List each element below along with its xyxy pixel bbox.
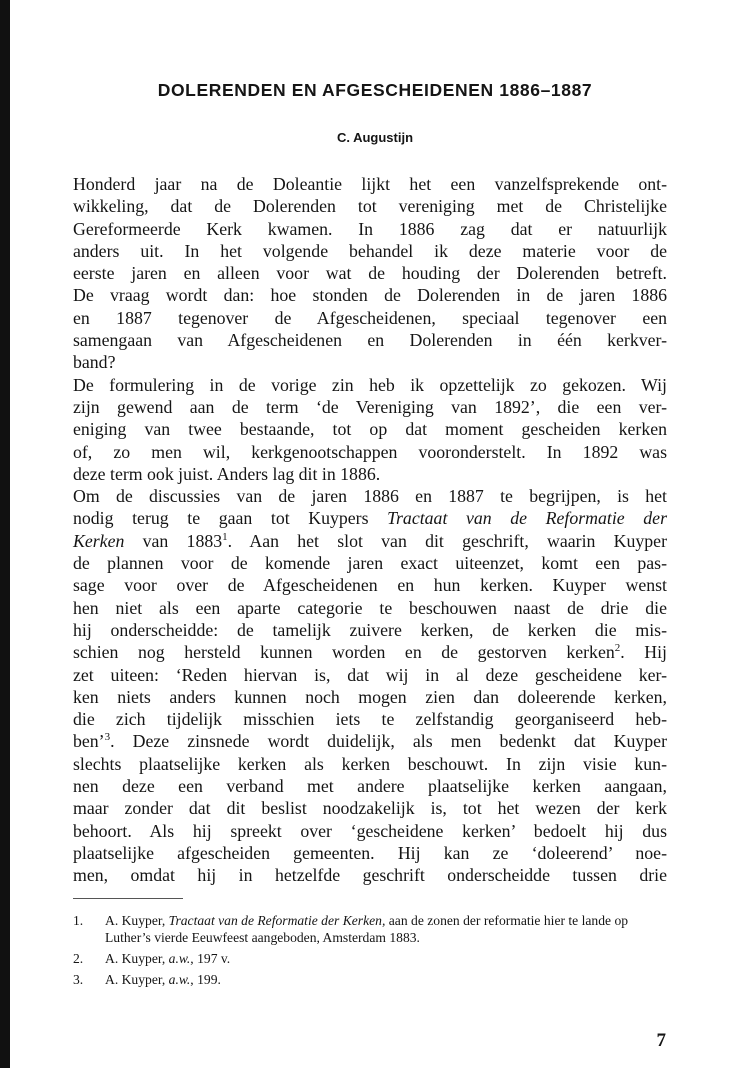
text-line: Honderd jaar na de Doleantie lijkt het een vanzelfsprekende ont-	[73, 174, 667, 194]
footnote-2	[73, 950, 667, 967]
footnote-rest: aan de zonen der reformatie hier te lande op Luther’s vierde Eeuwfeest aangeboden, Amsterdam 1883.	[105, 913, 629, 945]
text-line: hij onderscheidde: de tamelijk zuivere kerken, de kerken die mis-	[73, 619, 667, 640]
footnote-divider	[73, 898, 183, 899]
footnote-rest: , 197 v.	[190, 951, 231, 966]
text-line: plaatselijke afgescheiden gemeenten. Hij kan ze ‘doleerend’ noe-	[73, 842, 667, 863]
text-line: anders uit. In het volgende behandel ik deze materie voor de	[73, 240, 667, 261]
footnote-ref-3[interactable]: 3	[104, 731, 111, 744]
text-line: en 1887 tegenover de Afgescheidenen, speciaal tegenover een	[73, 307, 667, 328]
footnote-3	[73, 971, 667, 988]
text-line: wikkeling, dat de Dolerenden tot vereniging met de Christelijke	[73, 196, 667, 217]
text-line: de plannen voor de komende jaren exact uiteenzet, komt een pas-	[73, 553, 667, 574]
paragraph-2	[73, 374, 667, 485]
text-line: men, omdat hij in hetzelfde geschrift onderscheidde tussen drie	[73, 865, 667, 886]
text-line	[73, 641, 667, 663]
text-segment: schien nog hersteld kunnen worden en de gestorven kerken	[73, 642, 615, 663]
book-title-italic: Tractaat van de Reformatie der	[387, 508, 667, 529]
text-line	[73, 507, 667, 529]
footnotes	[73, 912, 667, 992]
footnote-text	[105, 971, 667, 988]
article-body	[73, 173, 667, 887]
paragraph-3	[73, 485, 667, 886]
footnote-title-italic: Tractaat van de Reformatie der Kerken,	[168, 913, 386, 928]
footnote-ref-2[interactable]: 2	[614, 642, 621, 655]
text-line: zet uiteen: ‘Reden hiervan is, dat wij in al deze gescheidene ker-	[73, 664, 667, 685]
author-name: C. Augustijn	[336, 130, 414, 145]
footnote-number: 1.	[73, 913, 84, 928]
text-line: Gereformeerde Kerk kwamen. In 1886 zag dat er natuurlijk	[73, 218, 667, 239]
text-line: ken niets anders kunnen noch mogen zien dan doleerende kerken,	[73, 686, 667, 707]
footnote-rest: , 199.	[190, 972, 221, 987]
footnote-ref-1[interactable]: 1	[222, 530, 228, 543]
text-line: sage voor over de Afgescheidenen en hun kerken. Kuyper wenst	[73, 575, 667, 596]
footnote-number: 2.	[73, 951, 84, 966]
footnote-author: A. Kuyper,	[105, 913, 169, 928]
text-line: eerste jaren en alleen voor wat de houding der Dolerenden betreft.	[73, 263, 667, 284]
text-line: De formulering in de vorige zin heb ik opzettelijk zo gekozen. Wij	[73, 374, 667, 395]
text-line: hen niet als een aparte categorie te beschouwen naast de drie die	[73, 597, 667, 618]
footnote-abbr-italic: a.w.	[168, 972, 191, 987]
footnote-author: A. Kuyper,	[105, 951, 169, 966]
footnote-text	[105, 912, 667, 946]
scan-edge-bar	[0, 0, 10, 1068]
text-line: samengaan van Afgescheidenen en Dolerenden in één kerkver-	[73, 330, 667, 351]
text-line: slechts plaatselijke kerken als kerken beschouwt. In zijn visie kun-	[73, 753, 667, 774]
footnote-number: 3.	[73, 972, 84, 987]
footnote-1	[73, 912, 667, 946]
footnote-author: A. Kuyper,	[105, 972, 169, 987]
text-line	[73, 730, 667, 752]
text-segment: ben’	[73, 731, 105, 752]
text-line: zijn gewend aan de term ‘de Vereniging van 1892’, die een ver-	[73, 396, 667, 417]
text-line: band?	[73, 352, 116, 373]
text-segment: nodig terug te gaan tot Kuypers	[73, 508, 388, 529]
page-title: DOLERENDEN EN AFGESCHEIDENEN 1886–1887	[157, 80, 593, 100]
text-segment: van 1883	[124, 530, 223, 551]
text-line: De vraag wordt dan: hoe stonden de Dolerenden in de jaren 1886	[73, 285, 667, 306]
text-segment: . Aan het slot van dit geschrift, waarin Kuyper	[227, 530, 667, 551]
text-line: maar zonder dat dit beslist noodzakelijk is, tot het wezen der kerk	[73, 798, 667, 819]
footnote-abbr-italic: a.w.	[168, 951, 191, 966]
text-line: nen deze een verband met andere plaatselijke kerken aangaan,	[73, 776, 667, 797]
text-line: Om de discussies van de jaren 1886 en 1887 te begrijpen, is het	[73, 486, 667, 507]
text-line: of, zo men wil, kerkgenootschappen vooronderstelt. In 1892 was	[73, 441, 667, 462]
text-segment: . Hij	[620, 642, 667, 663]
book-title-italic: Kerken	[73, 530, 125, 551]
page-number: 7	[656, 1030, 666, 1051]
paragraph-1	[73, 173, 667, 374]
footnote-text	[105, 950, 667, 967]
text-line: eniging van twee bestaande, tot op dat moment gescheiden kerken	[73, 419, 667, 440]
text-line: deze term ook juist. Anders lag dit in 1886.	[73, 463, 381, 484]
text-line: behoort. Als hij spreekt over ‘gescheidene kerken’ bedoelt hij dus	[73, 820, 667, 841]
text-line: die zich tijdelijk misschien iets te zelfstandig georganiseerd heb-	[73, 709, 667, 730]
text-line	[73, 530, 667, 552]
text-segment: . Deze zinsnede wordt duidelijk, als men bedenkt dat Kuyper	[110, 731, 667, 752]
